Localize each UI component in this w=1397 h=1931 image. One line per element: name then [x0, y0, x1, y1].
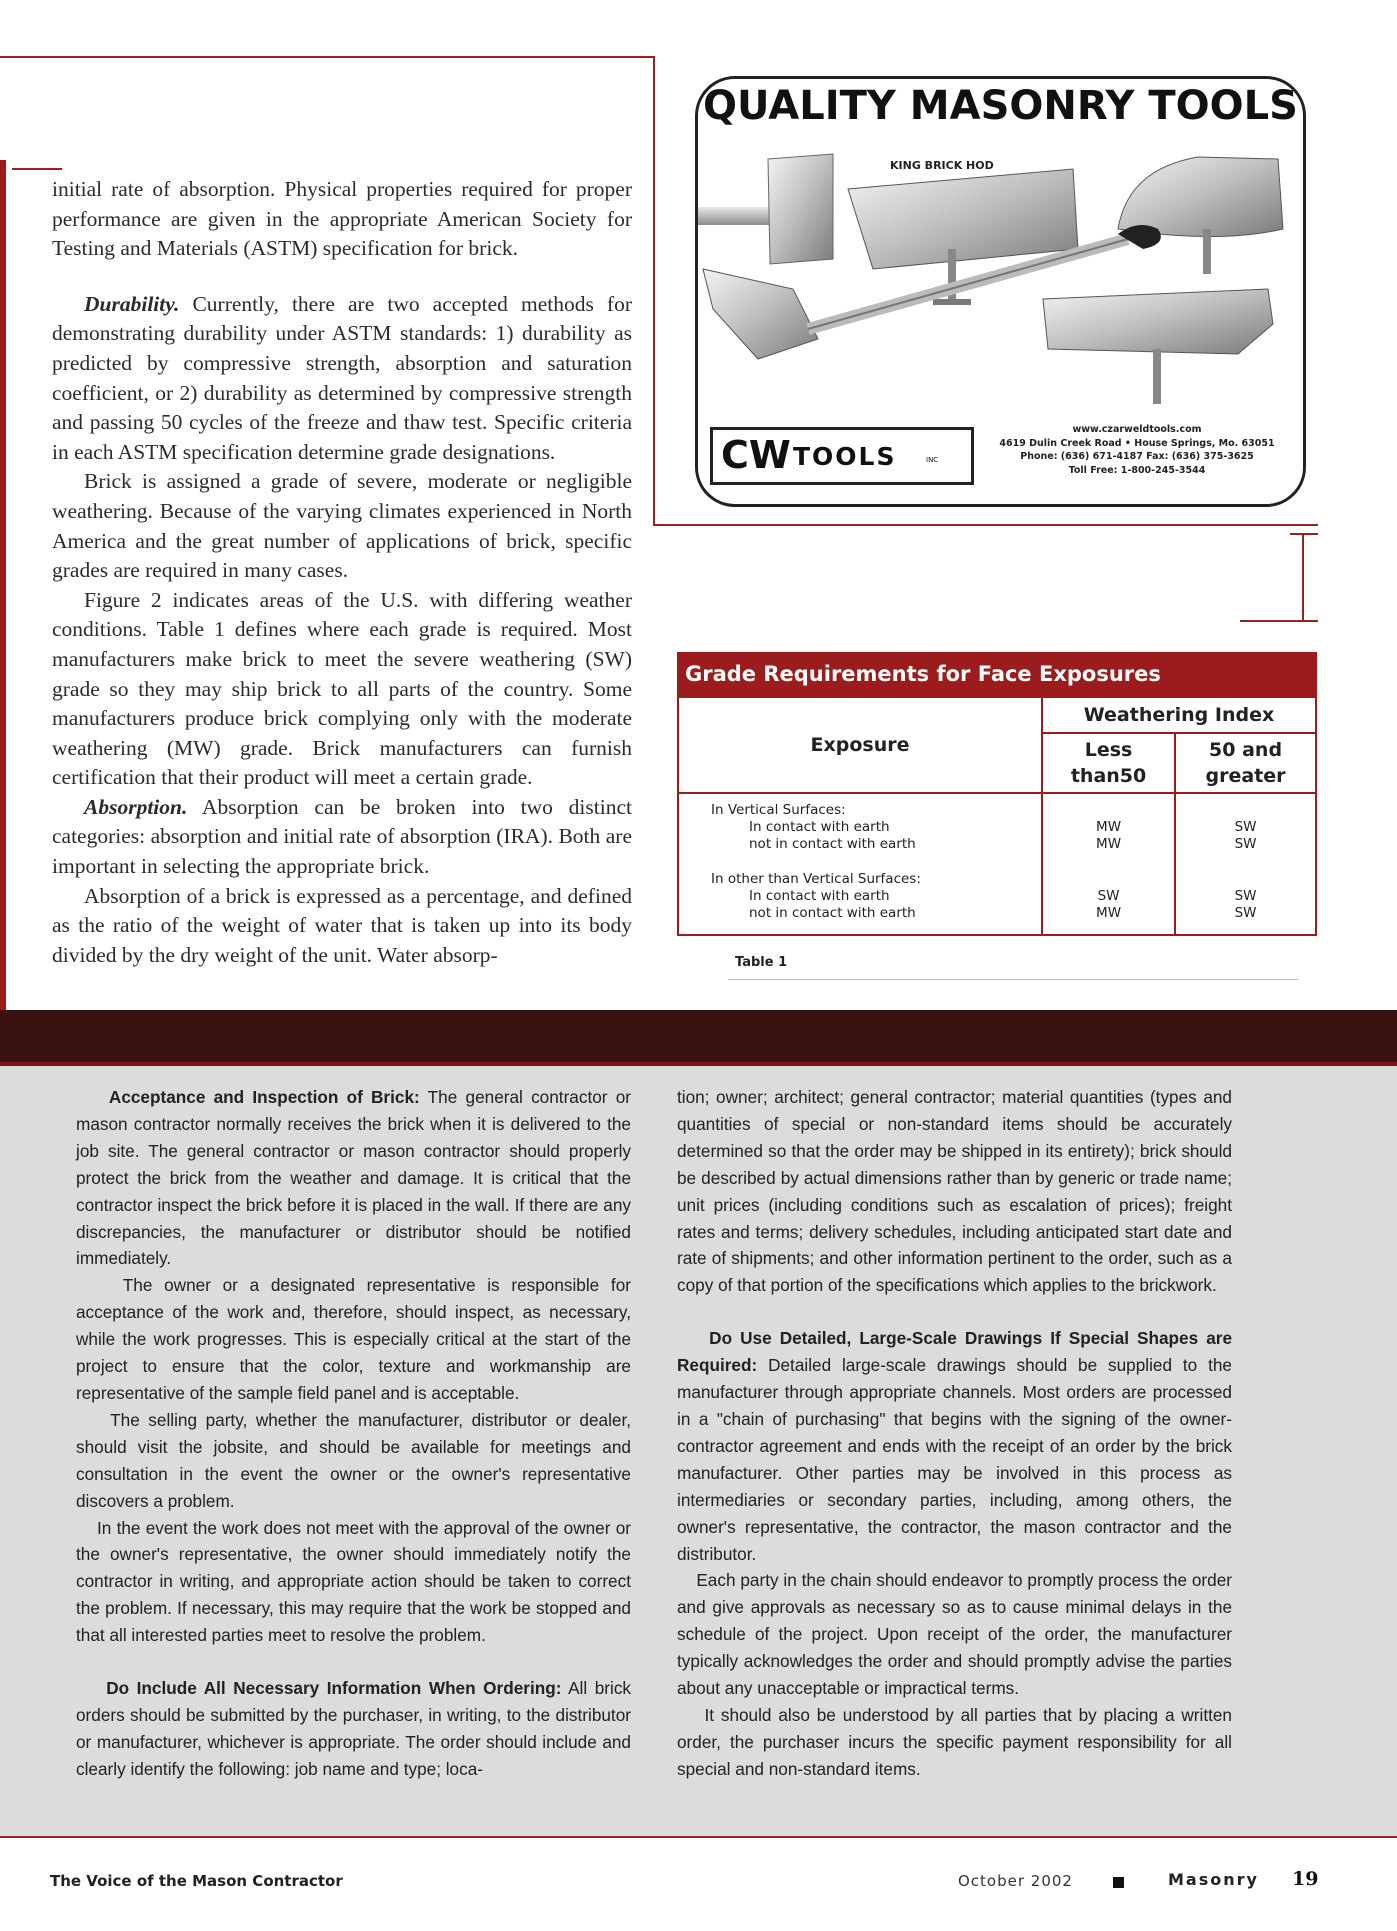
header-50-and-greater: 50 and greater — [1175, 733, 1316, 793]
ad-address: 4619 Dulin Creek Road • House Springs, Mo. 63051 — [999, 437, 1275, 449]
ad-title: QUALITY MASONRY TOOLS — [703, 83, 1298, 129]
header-less-than-50: Less than50 — [1042, 733, 1175, 793]
footer-date: October 2002 — [958, 1872, 1073, 1890]
paragraph-acceptance: Acceptance and Inspection of Brick: The general contractor or mason contractor normally receives the brick when it is delivered to the job site. The general contractor or mason contractor should properly protect the brick from the weather and damage. It is critical that the contractor inspect the brick before it is placed in the wall. If there are any discrepancies, the manufacturer or distributor should be notified immediately. — [76, 1087, 632, 1269]
footer-magazine: Masonry — [1168, 1870, 1259, 1889]
ordering-heading: Do Include All Necessary Information When Ordering: — [106, 1678, 562, 1699]
grade-table-grid — [677, 696, 1317, 936]
cell-value: SW — [1097, 888, 1120, 904]
cell-value: SW — [1234, 888, 1257, 904]
row-label: not in contact with earth — [749, 905, 916, 921]
durability-heading: Durability. — [84, 291, 180, 316]
left-red-strip — [0, 160, 6, 1010]
cell-value: SW — [1234, 836, 1257, 852]
group-other-label: In other than Vertical Surfaces: — [711, 871, 921, 887]
group-vertical-label: In Vertical Surfaces: — [711, 802, 846, 818]
cw-tools-logo — [710, 427, 974, 485]
scraper-icon — [698, 154, 833, 264]
bracket-top — [1290, 533, 1318, 535]
paragraph-ordering: Do Include All Necessary Information When Ordering: All brick orders should be submitted by the purchaser, in writing, to the distributor or manufacturer, whichever is appropriate. The order should include and clearly identify the following: job name and type; loca- — [76, 1678, 632, 1779]
paragraph-chain: Each party in the chain should endeavor to promptly process the order and give approvals as necessary so as to cause minimal delays in the schedule of the project. Upon receipt of the order, the manufacturer typically acknowledges the order and should promptly advise the parties about any unacceptable or impractical terms. — [677, 1570, 1233, 1699]
paragraph-irf: initial rate of absorption. Physical properties required for proper performance are given in the appropriate American Society for Testing and Materials (ASTM) specification for brick. — [52, 177, 632, 261]
lower-right-column — [677, 1084, 1232, 1783]
table-caption: Table 1 — [735, 955, 788, 970]
grade-requirements-table — [677, 652, 1317, 970]
paragraph-payment: It should also be understood by all parties that by placing a written order, the purchaser incurs the specific payment responsibility for all special and non-standard items. — [677, 1704, 1232, 1779]
logo-inc: INC — [926, 456, 939, 464]
upper-article-column — [52, 175, 632, 970]
paragraph-absorption-def: Absorption of a brick is expressed as a percentage, and defined as the ratio of the weight of water that is taken up into its body divided by the dry weight of the unit. Water absorp- — [52, 883, 632, 967]
row-label: In contact with earth — [749, 819, 890, 835]
acceptance-heading: Acceptance and Inspection of Brick: — [108, 1087, 420, 1107]
table-title: Grade Requirements for Face Exposures — [677, 652, 1317, 696]
footer-square-icon — [1113, 1877, 1124, 1888]
caption-rule — [728, 979, 1298, 980]
column-bracket — [12, 168, 62, 170]
paragraph-owner: The owner or a designated representative is responsible for acceptance of the work and, therefore, should inspect, as necessary, while the work progresses. This is especially critical at the start of the project to ensure that the color, texture and workmanship are representative of the sample field panel and is acceptable. — [76, 1275, 631, 1403]
paragraph-order-details: tion; owner; architect; general contractor; material quantities (types and quantities of special or non-standard items should be accurately determined so that the order may be shipped in its entirety); brick should be described by actual dimensions rather than by generic or trade name; unit prices (including conditions such as escalation of prices); freight rates and terms; delivery schedules, including anticipated start date and rate of shipments; and other information pertinent to the order, such as a copy of that portion of the specifications which applies to the brickwork. — [677, 1087, 1232, 1296]
mortar-pan-icon — [1043, 289, 1273, 404]
ad-website[interactable]: www.czarweldtools.com — [1072, 424, 1202, 435]
cell-value: MW — [1096, 819, 1122, 835]
cell-value: SW — [1234, 905, 1257, 921]
paragraph-grade: Brick is assigned a grade of severe, moderate or negligible weathering. Because of the varying climates experienced in North America and the great number of applications of brick, specific grades are required in many cases. — [52, 469, 632, 583]
absorption-heading: Absorption. — [84, 794, 188, 819]
red-rule-vertical — [653, 56, 655, 526]
paragraph-figure2: Figure 2 indicates areas of the U.S. with differing weather conditions. Table 1 defines where each grade is required. Most manufacturers make brick to meet the severe weathering (SW) grade so they may ship brick to all parts of the country. Some manufacturers produce brick complying only with the moderate weathering (MW) grade. Brick manufacturers can furnish certification that their product will meet a certain grade. — [52, 587, 632, 790]
cell-value: MW — [1096, 905, 1122, 921]
table-exposure-cell — [678, 793, 1042, 935]
paragraph-approval: In the event the work does not meet with the approval of the owner or the owner's representative, the owner should immediately notify the contractor in writing, and appropriate action should be taken to correct the problem. If necessary, this may require that the work be stopped and that all interested parties meet to resolve the problem. — [76, 1517, 631, 1646]
masonry-tools-illustration — [698, 149, 1303, 419]
top-red-rule — [0, 56, 655, 58]
page-number: 19 — [1292, 1868, 1319, 1890]
paragraph-drawings: Do Use Detailed, Large-Scale Drawings If Special Shapes are Required: Detailed large-scale drawings should be supplied to the manufacturer through appropriate channels. Most orders are processed in a "chain of purchasing" that begins with the signing of the owner-contractor agreement and ends with the receipt of an order by the brick manufacturer. Other parties may be involved in this process as intermediaries or secondary parties, including, among others, the owner's representative, the contractor, the mason contractor and the distributor. — [677, 1328, 1233, 1564]
ad-toll-free: Toll Free: 1-800-245-3544 — [1068, 464, 1206, 476]
paragraph-selling-party: The selling party, whether the manufacturer, distributor or dealer, should visit the jobsite, and should be available for meetings and consultation in the event the owner or the owner's representative discovers a problem. — [76, 1409, 631, 1511]
row-label: In contact with earth — [749, 888, 890, 904]
lower-left-column — [76, 1084, 631, 1783]
header-exposure: Exposure — [678, 697, 1042, 793]
ad-phone: Phone: (636) 671-4187 Fax: (636) 375-3625 — [1020, 451, 1254, 462]
scoop-icon — [1118, 157, 1283, 274]
tools-logo-text: TOOLS — [793, 442, 897, 471]
bracket-vertical — [1302, 535, 1304, 620]
drawings-heading: Do Use Detailed, Large-Scale Drawings If Special Shapes are Required: — [677, 1328, 1233, 1376]
red-rule-under-ad — [653, 524, 1318, 526]
ad-contact-info — [978, 423, 1296, 477]
table-greater-column — [1175, 793, 1316, 935]
paragraph-absorption: Absorption. Absorption can be broken into two distinct categories: absorption and initial rate of absorption (IRA). Both are important in selecting the appropriate brick. — [52, 794, 632, 879]
section-band — [0, 1010, 1397, 1062]
cell-value: MW — [1096, 836, 1122, 852]
tools-advertisement[interactable] — [695, 76, 1306, 507]
bracket-bottom — [1240, 620, 1318, 622]
table-less-column — [1042, 793, 1175, 935]
cw-logo-mark: CW — [721, 433, 791, 477]
ad-product-label: KING BRICK HOD — [890, 159, 994, 172]
footer-tagline: The Voice of the Mason Contractor — [50, 1872, 343, 1890]
row-label: not in contact with earth — [749, 836, 916, 852]
footer-rule — [0, 1836, 1397, 1838]
paragraph-durability: Durability. Currently, there are two accepted methods for demonstrating durability under ASTM standards: 1) durability as predicted by compressive strength, absorption and saturation coefficient, or 2) durability as determined by compressive strength and passing 50 cycles of the freeze and thaw test. Specific criteria in each ASTM specification determine grade designations. — [52, 291, 632, 464]
cell-value: SW — [1234, 819, 1257, 835]
header-weathering-index: Weathering Index — [1042, 697, 1316, 733]
